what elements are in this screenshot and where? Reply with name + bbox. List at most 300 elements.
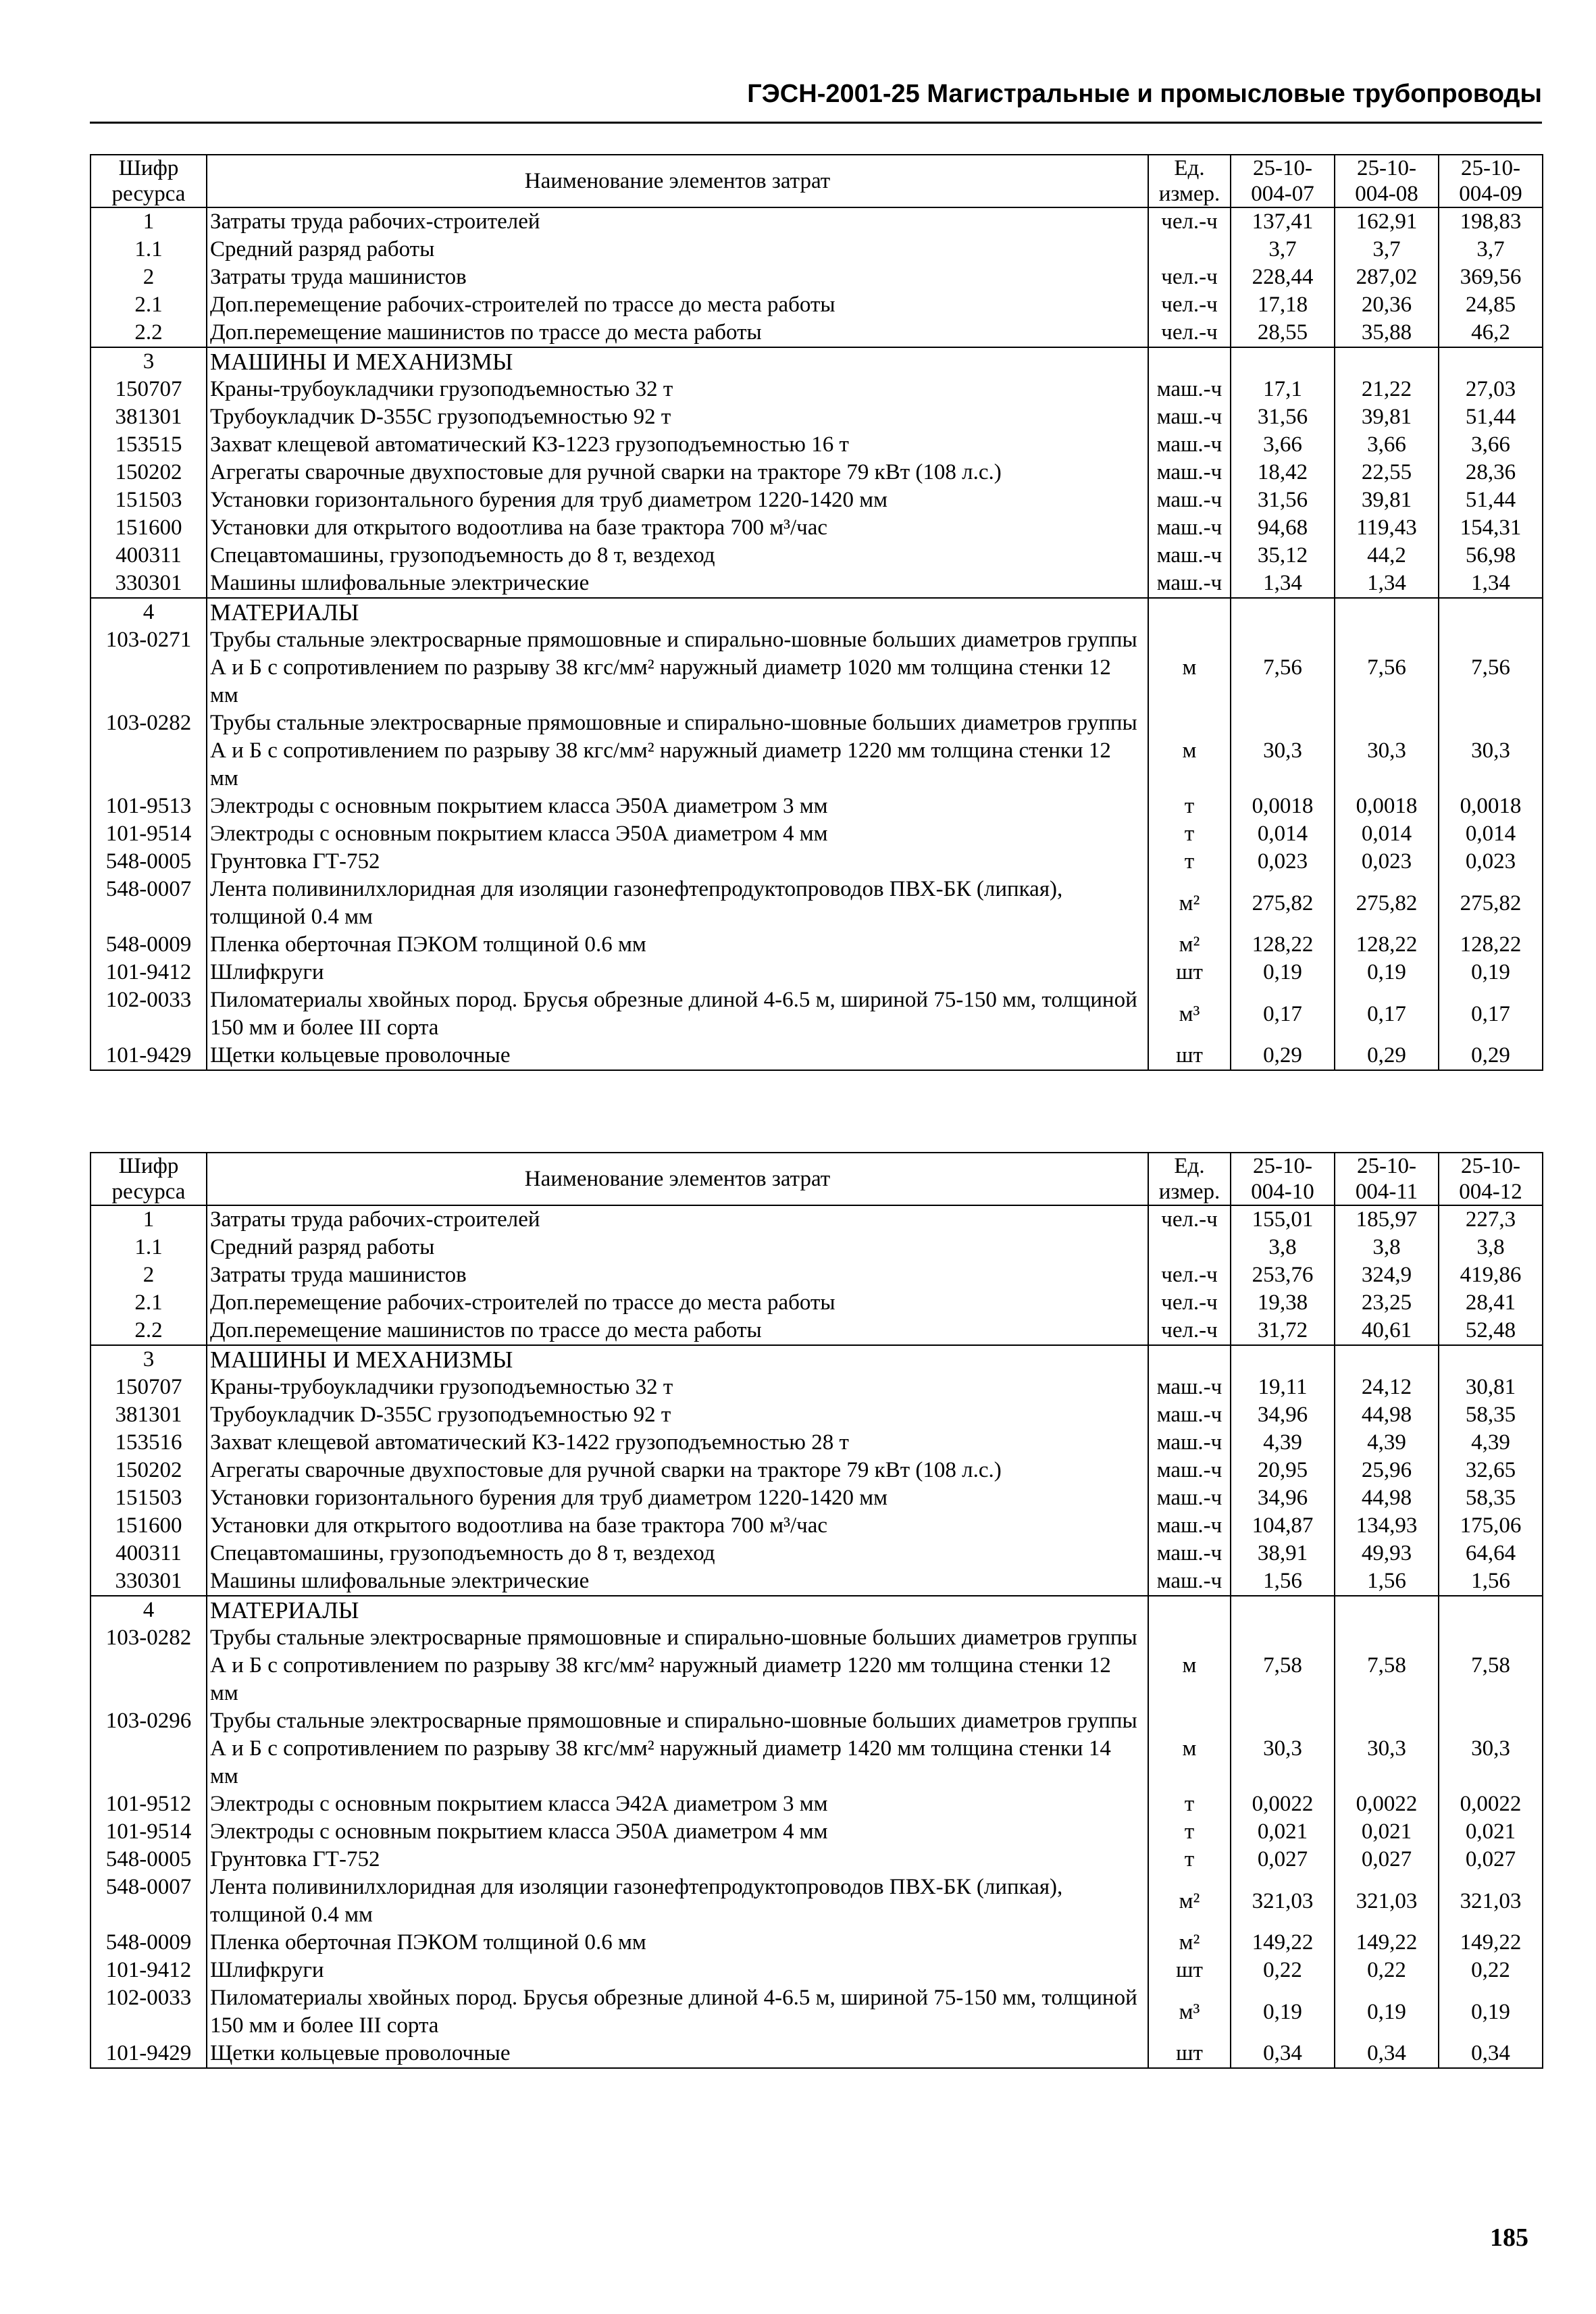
unit-of-measure: чел.-ч xyxy=(1148,1205,1231,1234)
resource-name: Доп.перемещение машинистов по трассе до места работы xyxy=(207,319,1148,347)
norm-value-3: 3,8 xyxy=(1439,1234,1543,1261)
resource-code: 153515 xyxy=(91,431,207,459)
norm-value-2: 134,93 xyxy=(1335,1512,1439,1540)
unit-of-measure: шт xyxy=(1148,959,1231,986)
norm-value-2: 149,22 xyxy=(1335,1929,1439,1957)
norm-value-3: 7,56 xyxy=(1439,626,1543,709)
norm-value-1: 31,72 xyxy=(1231,1317,1335,1345)
resource-name: Пиломатериалы хвойных пород. Брусья обрезные длиной 4-6.5 м, шириной 75-150 мм, толщиной 150 мм и более III сорта xyxy=(207,1984,1148,2040)
resource-name: Установки горизонтального бурения для труб диаметром 1220-1420 мм xyxy=(207,486,1148,514)
resource-code: 153516 xyxy=(91,1429,207,1457)
resource-code: 548-0005 xyxy=(91,1846,207,1873)
resource-code: 400311 xyxy=(91,1540,207,1567)
table-row xyxy=(91,291,1543,319)
unit-of-measure: чел.-ч xyxy=(1148,1289,1231,1317)
empty-cell xyxy=(1148,1345,1231,1374)
norm-value-2: 44,2 xyxy=(1335,542,1439,570)
resource-code: 1.1 xyxy=(91,236,207,263)
norm-value-3: 28,41 xyxy=(1439,1289,1543,1317)
unit-of-measure: т xyxy=(1148,1846,1231,1873)
norm-value-2: 0,021 xyxy=(1335,1818,1439,1846)
resource-name: Затраты труда машинистов xyxy=(207,263,1148,291)
resource-name: Электроды с основным покрытием класса Э50А диаметром 4 мм xyxy=(207,1818,1148,1846)
resource-code: 101-9429 xyxy=(91,2040,207,2068)
empty-cell xyxy=(1148,1596,1231,1624)
resource-code: 151503 xyxy=(91,486,207,514)
norm-value-1: 253,76 xyxy=(1231,1261,1335,1289)
norm-value-2: 119,43 xyxy=(1335,514,1439,542)
norm-value-2: 20,36 xyxy=(1335,291,1439,319)
header-code: Шифр ресурса xyxy=(91,155,207,207)
unit-of-measure: маш.-ч xyxy=(1148,1374,1231,1401)
norm-value-3: 4,39 xyxy=(1439,1429,1543,1457)
norm-value-3: 51,44 xyxy=(1439,486,1543,514)
section-code: 3 xyxy=(91,347,207,376)
resource-code: 150707 xyxy=(91,376,207,403)
empty-cell xyxy=(1335,1345,1439,1374)
norm-value-3: 175,06 xyxy=(1439,1512,1543,1540)
unit-of-measure: маш.-ч xyxy=(1148,1484,1231,1512)
resource-code: 103-0271 xyxy=(91,626,207,709)
table-row xyxy=(91,459,1543,486)
norm-value-2: 0,34 xyxy=(1335,2040,1439,2068)
norm-value-2: 7,58 xyxy=(1335,1624,1439,1707)
resource-code: 330301 xyxy=(91,570,207,598)
norm-value-1: 31,56 xyxy=(1231,403,1335,431)
resource-code: 151600 xyxy=(91,514,207,542)
resource-code: 101-9429 xyxy=(91,1042,207,1070)
resource-name: Установки горизонтального бурения для труб диаметром 1220-1420 мм xyxy=(207,1484,1148,1512)
resource-code: 101-9512 xyxy=(91,1790,207,1818)
norm-value-1: 1,34 xyxy=(1231,570,1335,598)
resource-name: Шлифкруги xyxy=(207,959,1148,986)
header-col-2: 25-10-004-08 xyxy=(1335,155,1439,207)
norm-value-3: 58,35 xyxy=(1439,1401,1543,1429)
table-body xyxy=(91,1205,1543,2068)
norm-value-3: 24,85 xyxy=(1439,291,1543,319)
norm-value-3: 0,34 xyxy=(1439,2040,1543,2068)
resource-name: Агрегаты сварочные двухпостовые для ручной сварки на тракторе 79 кВт (108 л.с.) xyxy=(207,459,1148,486)
norm-value-1: 321,03 xyxy=(1231,1873,1335,1929)
norm-value-1: 30,3 xyxy=(1231,1707,1335,1790)
resource-name: Затраты труда рабочих-строителей xyxy=(207,207,1148,236)
table-row xyxy=(91,876,1543,931)
norm-value-1: 17,1 xyxy=(1231,376,1335,403)
header-rule xyxy=(90,122,1542,124)
section-title: МАТЕРИАЛЫ xyxy=(207,598,1148,626)
empty-cell xyxy=(1335,1596,1439,1624)
norm-value-2: 3,8 xyxy=(1335,1234,1439,1261)
unit-of-measure: маш.-ч xyxy=(1148,431,1231,459)
resource-name: Средний разряд работы xyxy=(207,1234,1148,1261)
table-row xyxy=(91,1261,1543,1289)
empty-cell xyxy=(1231,1345,1335,1374)
empty-cell xyxy=(1335,598,1439,626)
unit-of-measure: т xyxy=(1148,1818,1231,1846)
section-code: 3 xyxy=(91,1345,207,1374)
resource-code: 330301 xyxy=(91,1567,207,1596)
table-row xyxy=(91,431,1543,459)
section-title: МАШИНЫ И МЕХАНИЗМЫ xyxy=(207,347,1148,376)
norm-value-2: 0,22 xyxy=(1335,1957,1439,1984)
table-row xyxy=(91,1846,1543,1873)
resource-code: 102-0033 xyxy=(91,986,207,1042)
table-row xyxy=(91,542,1543,570)
norm-value-1: 34,96 xyxy=(1231,1484,1335,1512)
table-row xyxy=(91,1234,1543,1261)
resource-code: 150707 xyxy=(91,1374,207,1401)
empty-cell xyxy=(1231,1596,1335,1624)
resource-code: 548-0007 xyxy=(91,1873,207,1929)
norm-value-2: 0,19 xyxy=(1335,1984,1439,2040)
resource-code: 548-0009 xyxy=(91,1929,207,1957)
unit-of-measure: маш.-ч xyxy=(1148,1401,1231,1429)
norm-value-2: 3,66 xyxy=(1335,431,1439,459)
table-row xyxy=(91,1540,1543,1567)
resource-code: 151600 xyxy=(91,1512,207,1540)
empty-cell xyxy=(1231,598,1335,626)
unit-of-measure: маш.-ч xyxy=(1148,542,1231,570)
unit-of-measure: маш.-ч xyxy=(1148,1540,1231,1567)
norm-value-3: 0,19 xyxy=(1439,959,1543,986)
norm-value-3: 1,56 xyxy=(1439,1567,1543,1596)
norm-value-2: 0,19 xyxy=(1335,959,1439,986)
resource-name: Лента поливинилхлоридная для изоляции газонефтепродуктопроводов ПВХ-БК (липкая), толщиной 0.4 мм xyxy=(207,876,1148,931)
norm-value-3: 30,3 xyxy=(1439,709,1543,793)
resource-code: 103-0282 xyxy=(91,1624,207,1707)
unit-of-measure: маш.-ч xyxy=(1148,486,1231,514)
table-row xyxy=(91,376,1543,403)
norm-value-2: 39,81 xyxy=(1335,486,1439,514)
norm-value-2: 0,014 xyxy=(1335,820,1439,848)
norm-value-3: 419,86 xyxy=(1439,1261,1543,1289)
section-header-row xyxy=(91,1596,1543,1624)
resource-code: 2.1 xyxy=(91,1289,207,1317)
norm-value-3: 0,29 xyxy=(1439,1042,1543,1070)
table-row xyxy=(91,1042,1543,1070)
empty-cell xyxy=(1148,598,1231,626)
norm-value-3: 198,83 xyxy=(1439,207,1543,236)
table-row xyxy=(91,263,1543,291)
table-row xyxy=(91,486,1543,514)
resource-code: 548-0007 xyxy=(91,876,207,931)
resource-name: Затраты труда машинистов xyxy=(207,1261,1148,1289)
norm-value-1: 19,38 xyxy=(1231,1289,1335,1317)
norm-value-2: 21,22 xyxy=(1335,376,1439,403)
resource-name: Спецавтомашины, грузоподъемность до 8 т, вездеход xyxy=(207,542,1148,570)
norm-value-1: 1,56 xyxy=(1231,1567,1335,1596)
resource-code: 101-9412 xyxy=(91,959,207,986)
header-col-1: 25-10-004-07 xyxy=(1231,155,1335,207)
norm-value-1: 0,027 xyxy=(1231,1846,1335,1873)
resource-name: Захват клещевой автоматический КЗ-1223 грузоподъемностью 16 т xyxy=(207,431,1148,459)
norm-value-2: 1,34 xyxy=(1335,570,1439,598)
table-row xyxy=(91,1317,1543,1345)
unit-of-measure: маш.-ч xyxy=(1148,570,1231,598)
resource-name: Трубы стальные электросварные прямошовные и спирально-шовные больших диаметров группы А и Б с сопротивлением по разрыву 38 кгс/мм² наружный диаметр 1420 мм толщина стенки 14 мм xyxy=(207,1707,1148,1790)
resource-table-1 xyxy=(90,154,1543,1071)
norm-value-1: 31,56 xyxy=(1231,486,1335,514)
norm-value-1: 0,34 xyxy=(1231,2040,1335,2068)
norm-value-2: 39,81 xyxy=(1335,403,1439,431)
table-row xyxy=(91,514,1543,542)
resource-name: Пиломатериалы хвойных пород. Брусья обрезные длиной 4-6.5 м, шириной 75-150 мм, толщиной 150 мм и более III сорта xyxy=(207,986,1148,1042)
header-unit: Ед. измер. xyxy=(1148,1153,1231,1205)
table-row xyxy=(91,848,1543,876)
resource-code: 102-0033 xyxy=(91,1984,207,2040)
resource-name: Трубоукладчик D-355C грузоподъемностью 92 т xyxy=(207,1401,1148,1429)
norm-value-2: 40,61 xyxy=(1335,1317,1439,1345)
unit-of-measure: шт xyxy=(1148,1957,1231,1984)
resource-name: Лента поливинилхлоридная для изоляции газонефтепродуктопроводов ПВХ-БК (липкая), толщиной 0.4 мм xyxy=(207,1873,1148,1929)
norm-value-3: 369,56 xyxy=(1439,263,1543,291)
unit-of-measure: чел.-ч xyxy=(1148,263,1231,291)
unit-of-measure: маш.-ч xyxy=(1148,1457,1231,1484)
resource-name: Трубы стальные электросварные прямошовные и спирально-шовные больших диаметров группы А и Б с сопротивлением по разрыву 38 кгс/мм² наружный диаметр 1020 мм толщина стенки 12 мм xyxy=(207,626,1148,709)
norm-value-2: 324,9 xyxy=(1335,1261,1439,1289)
resource-name: Грунтовка ГТ-752 xyxy=(207,1846,1148,1873)
unit-of-measure: м xyxy=(1148,626,1231,709)
norm-value-3: 0,023 xyxy=(1439,848,1543,876)
norm-value-2: 25,96 xyxy=(1335,1457,1439,1484)
norm-value-3: 149,22 xyxy=(1439,1929,1543,1957)
norm-value-1: 3,8 xyxy=(1231,1234,1335,1261)
resource-name: Машины шлифовальные электрические xyxy=(207,1567,1148,1596)
norm-value-3: 0,0022 xyxy=(1439,1790,1543,1818)
resource-code: 381301 xyxy=(91,1401,207,1429)
resource-name: Щетки кольцевые проволочные xyxy=(207,2040,1148,2068)
norm-value-2: 1,56 xyxy=(1335,1567,1439,1596)
unit-of-measure: маш.-ч xyxy=(1148,376,1231,403)
resource-name: Краны-трубоукладчики грузоподъемностью 32 т xyxy=(207,376,1148,403)
unit-of-measure: т xyxy=(1148,820,1231,848)
norm-value-1: 0,021 xyxy=(1231,1818,1335,1846)
resource-code: 101-9513 xyxy=(91,793,207,820)
norm-value-3: 51,44 xyxy=(1439,403,1543,431)
norm-value-2: 44,98 xyxy=(1335,1401,1439,1429)
table-row xyxy=(91,1512,1543,1540)
norm-value-1: 104,87 xyxy=(1231,1512,1335,1540)
unit-of-measure: чел.-ч xyxy=(1148,1261,1231,1289)
unit-of-measure: м xyxy=(1148,1624,1231,1707)
table-row xyxy=(91,1707,1543,1790)
norm-value-3: 0,17 xyxy=(1439,986,1543,1042)
resource-code: 1 xyxy=(91,207,207,236)
unit-of-measure: т xyxy=(1148,793,1231,820)
norm-value-2: 4,39 xyxy=(1335,1429,1439,1457)
table-row xyxy=(91,1957,1543,1984)
unit-of-measure: шт xyxy=(1148,1042,1231,1070)
resource-name: Средний разряд работы xyxy=(207,236,1148,263)
resource-name: Захват клещевой автоматический КЗ-1422 грузоподъемностью 28 т xyxy=(207,1429,1148,1457)
resource-name: Электроды с основным покрытием класса Э50А диаметром 3 мм xyxy=(207,793,1148,820)
table-row xyxy=(91,986,1543,1042)
resource-table-2 xyxy=(90,1152,1543,2069)
empty-cell xyxy=(1439,1596,1543,1624)
resource-code: 101-9514 xyxy=(91,820,207,848)
resource-code: 548-0005 xyxy=(91,848,207,876)
resource-code: 150202 xyxy=(91,459,207,486)
norm-value-2: 275,82 xyxy=(1335,876,1439,931)
resource-code: 1.1 xyxy=(91,1234,207,1261)
norm-value-3: 58,35 xyxy=(1439,1484,1543,1512)
table-row xyxy=(91,793,1543,820)
norm-value-1: 0,023 xyxy=(1231,848,1335,876)
norm-value-2: 3,7 xyxy=(1335,236,1439,263)
resource-name: Трубоукладчик D-355C грузоподъемностью 92 т xyxy=(207,403,1148,431)
empty-cell xyxy=(1439,598,1543,626)
norm-value-2: 23,25 xyxy=(1335,1289,1439,1317)
norm-value-1: 3,7 xyxy=(1231,236,1335,263)
norm-value-1: 0,22 xyxy=(1231,1957,1335,1984)
page-number: 185 xyxy=(1490,2223,1528,2252)
table-row xyxy=(91,959,1543,986)
section-header-row xyxy=(91,598,1543,626)
unit-of-measure: м³ xyxy=(1148,1984,1231,2040)
table-row xyxy=(91,207,1543,236)
unit-of-measure: маш.-ч xyxy=(1148,1567,1231,1596)
resource-name: Пленка оберточная ПЭКОМ толщиной 0.6 мм xyxy=(207,931,1148,959)
norm-value-3: 0,19 xyxy=(1439,1984,1543,2040)
norm-value-1: 0,17 xyxy=(1231,986,1335,1042)
table-row xyxy=(91,1984,1543,2040)
table-row xyxy=(91,2040,1543,2068)
resource-code: 101-9514 xyxy=(91,1818,207,1846)
table-row xyxy=(91,1929,1543,1957)
norm-value-3: 56,98 xyxy=(1439,542,1543,570)
table-row xyxy=(91,1790,1543,1818)
norm-value-1: 7,56 xyxy=(1231,626,1335,709)
norm-value-1: 137,41 xyxy=(1231,207,1335,236)
norm-value-1: 149,22 xyxy=(1231,1929,1335,1957)
norm-value-3: 52,48 xyxy=(1439,1317,1543,1345)
resource-name: Грунтовка ГТ-752 xyxy=(207,848,1148,876)
header-col-3: 25-10-004-09 xyxy=(1439,155,1543,207)
norm-value-1: 0,19 xyxy=(1231,1984,1335,2040)
unit-of-measure: м xyxy=(1148,709,1231,793)
unit-of-measure: м³ xyxy=(1148,986,1231,1042)
norm-value-3: 30,3 xyxy=(1439,1707,1543,1790)
norm-value-3: 30,81 xyxy=(1439,1374,1543,1401)
norm-value-2: 0,0018 xyxy=(1335,793,1439,820)
norm-value-1: 0,29 xyxy=(1231,1042,1335,1070)
table-row xyxy=(91,1289,1543,1317)
resource-name: Доп.перемещение рабочих-строителей по трассе до места работы xyxy=(207,291,1148,319)
norm-value-3: 0,22 xyxy=(1439,1957,1543,1984)
unit-of-measure: маш.-ч xyxy=(1148,459,1231,486)
section-header-row xyxy=(91,1345,1543,1374)
section-code: 4 xyxy=(91,598,207,626)
unit-of-measure: т xyxy=(1148,1790,1231,1818)
unit-of-measure: маш.-ч xyxy=(1148,1429,1231,1457)
norm-value-3: 0,0018 xyxy=(1439,793,1543,820)
norm-value-1: 28,55 xyxy=(1231,319,1335,347)
resource-name: Установки для открытого водоотлива на базе трактора 700 м³/час xyxy=(207,514,1148,542)
norm-value-2: 0,023 xyxy=(1335,848,1439,876)
norm-value-2: 30,3 xyxy=(1335,1707,1439,1790)
resource-name: Щетки кольцевые проволочные xyxy=(207,1042,1148,1070)
norm-value-1: 7,58 xyxy=(1231,1624,1335,1707)
resource-code: 101-9412 xyxy=(91,1957,207,1984)
resource-code: 381301 xyxy=(91,403,207,431)
table-row xyxy=(91,1567,1543,1596)
unit-of-measure: м² xyxy=(1148,876,1231,931)
empty-cell xyxy=(1148,347,1231,376)
header-col-2: 25-10-004-11 xyxy=(1335,1153,1439,1205)
unit-of-measure: м² xyxy=(1148,931,1231,959)
resource-name: Трубы стальные электросварные прямошовные и спирально-шовные больших диаметров группы А и Б с сопротивлением по разрыву 38 кгс/мм² наружный диаметр 1220 мм толщина стенки 12 мм xyxy=(207,1624,1148,1707)
norm-value-3: 3,7 xyxy=(1439,236,1543,263)
norm-value-1: 18,42 xyxy=(1231,459,1335,486)
norm-value-2: 0,0022 xyxy=(1335,1790,1439,1818)
norm-value-1: 34,96 xyxy=(1231,1401,1335,1429)
resource-code: 2.1 xyxy=(91,291,207,319)
norm-value-3: 0,014 xyxy=(1439,820,1543,848)
norm-value-1: 155,01 xyxy=(1231,1205,1335,1234)
resource-code: 2.2 xyxy=(91,1317,207,1345)
norm-value-1: 3,66 xyxy=(1231,431,1335,459)
section-title: МАТЕРИАЛЫ xyxy=(207,1596,1148,1624)
norm-value-2: 0,027 xyxy=(1335,1846,1439,1873)
unit-of-measure xyxy=(1148,1234,1231,1261)
unit-of-measure: м xyxy=(1148,1707,1231,1790)
resource-name: Агрегаты сварочные двухпостовые для ручной сварки на тракторе 79 кВт (108 л.с.) xyxy=(207,1457,1148,1484)
norm-value-2: 7,56 xyxy=(1335,626,1439,709)
unit-of-measure xyxy=(1148,236,1231,263)
resource-name: Доп.перемещение машинистов по трассе до места работы xyxy=(207,1317,1148,1345)
unit-of-measure: маш.-ч xyxy=(1148,1512,1231,1540)
resource-name: Машины шлифовальные электрические xyxy=(207,570,1148,598)
section-header-row xyxy=(91,347,1543,376)
table-row xyxy=(91,820,1543,848)
page-header-title: ГЭСН-2001-25 Магистральные и промысловые трубопроводы xyxy=(747,80,1542,108)
norm-value-2: 0,29 xyxy=(1335,1042,1439,1070)
empty-cell xyxy=(1335,347,1439,376)
norm-value-1: 228,44 xyxy=(1231,263,1335,291)
norm-value-2: 0,17 xyxy=(1335,986,1439,1042)
resource-code: 2 xyxy=(91,1261,207,1289)
header-name: Наименование элементов затрат xyxy=(207,155,1148,207)
norm-value-2: 287,02 xyxy=(1335,263,1439,291)
resource-code: 2.2 xyxy=(91,319,207,347)
norm-value-3: 1,34 xyxy=(1439,570,1543,598)
unit-of-measure: шт xyxy=(1148,2040,1231,2068)
norm-value-3: 7,58 xyxy=(1439,1624,1543,1707)
norm-value-2: 22,55 xyxy=(1335,459,1439,486)
table-row xyxy=(91,1429,1543,1457)
header-code: Шифр ресурса xyxy=(91,1153,207,1205)
empty-cell xyxy=(1439,1345,1543,1374)
norm-value-3: 0,027 xyxy=(1439,1846,1543,1873)
resource-code: 548-0009 xyxy=(91,931,207,959)
header-col-1: 25-10-004-10 xyxy=(1231,1153,1335,1205)
norm-value-2: 185,97 xyxy=(1335,1205,1439,1234)
header-col-3: 25-10-004-12 xyxy=(1439,1153,1543,1205)
section-title: МАШИНЫ И МЕХАНИЗМЫ xyxy=(207,1345,1148,1374)
resource-name: Установки для открытого водоотлива на базе трактора 700 м³/час xyxy=(207,1512,1148,1540)
norm-value-1: 20,95 xyxy=(1231,1457,1335,1484)
resource-code: 1 xyxy=(91,1205,207,1234)
resource-name: Пленка оберточная ПЭКОМ толщиной 0.6 мм xyxy=(207,1929,1148,1957)
norm-value-3: 27,03 xyxy=(1439,376,1543,403)
table-row xyxy=(91,1457,1543,1484)
resource-code: 103-0296 xyxy=(91,1707,207,1790)
table-row xyxy=(91,1818,1543,1846)
norm-value-1: 0,014 xyxy=(1231,820,1335,848)
norm-value-2: 321,03 xyxy=(1335,1873,1439,1929)
norm-value-3: 227,3 xyxy=(1439,1205,1543,1234)
norm-value-1: 30,3 xyxy=(1231,709,1335,793)
